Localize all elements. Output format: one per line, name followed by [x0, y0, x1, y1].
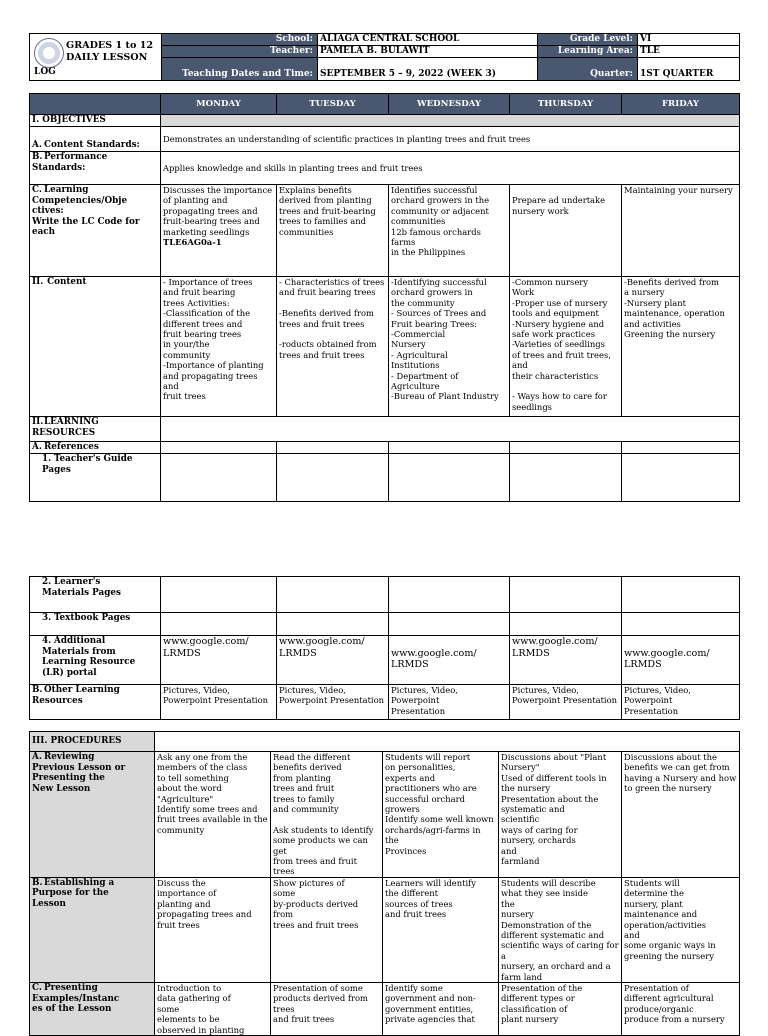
purpose-friday: Students will determine the nursery, plant maintenance and operation/activities and some organic ways in greening the nursery	[622, 877, 740, 982]
lc-code: TLE6AG0a-1	[163, 237, 222, 248]
references-text-label: References	[44, 442, 99, 452]
additional-materials-num: 4.	[42, 636, 52, 646]
performance-standards-label	[30, 152, 161, 185]
grade-level-label: Grade Level:	[538, 34, 638, 46]
content-standards-text-label: Content Standards:	[44, 140, 140, 151]
references-label	[30, 442, 161, 454]
objectives-title: OBJECTIVES	[42, 115, 106, 125]
learners-materials-friday	[622, 577, 740, 613]
day-header-blank	[30, 94, 161, 115]
learning-resources-label	[30, 417, 161, 442]
other-resources-text-label: Other Learning Resources	[32, 685, 120, 706]
school-value: ALIAGA CENTRAL SCHOOL	[318, 34, 538, 46]
other-resources-wednesday: Pictures, Video, Powerpoint Presentation	[389, 685, 510, 720]
competency-monday-text: Discusses the importance of planting and propagating trees and fruit-bearing trees and marketing seedlings	[163, 185, 273, 237]
header-table	[29, 33, 740, 81]
presenting-thursday: Presentation of the different types or classification of plant nursery	[499, 982, 622, 1035]
reviewing-label	[30, 752, 155, 878]
day-header-wednesday: WEDNESDAY	[389, 94, 510, 115]
teacher-value: PAMELA B. BULAWIT	[318, 46, 538, 58]
purpose-num: B.	[32, 877, 43, 888]
presenting-wednesday: Identify some government and non- government entities, private agencies that	[383, 982, 499, 1035]
teachers-guide-monday	[161, 454, 277, 502]
day-header-friday: FRIDAY	[622, 94, 740, 115]
learners-materials-monday	[161, 577, 277, 613]
other-resources-label	[30, 685, 161, 720]
textbook-pages-num: 3.	[42, 613, 52, 623]
performance-standards-text: Applies knowledge and skills in planting trees and fruit trees	[161, 152, 740, 185]
other-resources-thursday: Pictures, Video, Powerpoint Presentation	[510, 685, 622, 720]
objectives-heading-fill	[161, 115, 740, 127]
content-thursday: -Common nursery Work -Proper use of nursery tools and equipment -Nursery hygiene and safe work practices -Varieties of seedlings of trees and fruit trees, and their characteristics - Ways how to care for seedlings	[510, 277, 622, 417]
content-tuesday: - Characteristics of trees and fruit bearing trees -Benefits derived from trees and fruit trees -roducts obtained from trees and fruit trees	[277, 277, 389, 417]
learners-materials-label	[30, 577, 161, 613]
teachers-guide-wednesday	[389, 454, 510, 502]
learning-resources-text-label: LEARNING RESOURCES	[32, 417, 99, 438]
textbook-pages-label	[30, 613, 161, 636]
reviewing-friday: Discussions about the benefits we can get from having a Nursery and how to green the nursery	[622, 752, 740, 878]
reviewing-num: A.	[32, 752, 42, 762]
competencies-label	[30, 185, 161, 277]
resources-table	[29, 576, 740, 720]
competency-tuesday: Explains benefits derived from planting trees and fruit-bearing trees to families and communities	[277, 185, 389, 277]
content-standards-text: Demonstrates an understanding of scientific practices in planting trees and fruit trees	[161, 127, 740, 152]
teaching-dates-label: Teaching Dates and Time:	[162, 58, 318, 81]
day-header-tuesday: TUESDAY	[277, 94, 389, 115]
other-resources-friday: Pictures, Video, Powerpoint Presentation	[622, 685, 740, 720]
other-resources-tuesday: Pictures, Video, Powerpoint Presentation	[277, 685, 389, 720]
procedures-heading-fill	[155, 732, 740, 752]
content-monday: - Importance of trees and fruit bearing trees Activities: -Classification of the different trees and fruit bearing trees in your/the community -Importance of planting and propagating trees and fruit trees	[161, 277, 277, 417]
deped-logo-block	[30, 34, 162, 81]
purpose-wednesday: Learners will identify the different sources of trees and fruit trees	[383, 877, 499, 982]
teacher-label: Teacher:	[162, 46, 318, 58]
performance-num: B.	[32, 152, 43, 162]
content-text-label: Content	[47, 277, 87, 287]
day-header-monday: MONDAY	[161, 94, 277, 115]
competency-friday: Maintaining your nursery	[622, 185, 740, 277]
learning-resources-num: II.	[32, 417, 44, 427]
quarter-label: Quarter:	[538, 58, 638, 81]
content-friday: -Benefits derived from a nursery -Nursery plant maintenance, operation and activities Greening the nursery	[622, 277, 740, 417]
reviewing-text-label: Reviewing Previous Lesson or Presenting the New Lesson	[32, 752, 126, 794]
objectives-heading	[30, 115, 161, 127]
textbook-pages-wednesday	[389, 613, 510, 636]
dll-title: GRADES 1 to 12 DAILY LESSON	[66, 40, 154, 63]
deped-seal-icon	[34, 38, 64, 68]
purpose-thursday: Students will describe what they see inside the nursery Demonstration of the different systematic and scientific ways of caring for a nursery, an orchard and a farm land	[499, 877, 622, 982]
additional-materials-wednesday: www.google.com/ LRMDS	[389, 636, 510, 685]
content-standards-num: A.	[32, 140, 42, 151]
presenting-examples-label	[30, 982, 155, 1035]
purpose-tuesday: Show pictures of some by-products derived from trees and fruit trees	[271, 877, 383, 982]
additional-materials-thursday: www.google.com/ LRMDS	[510, 636, 622, 685]
purpose-label	[30, 877, 155, 982]
textbook-pages-monday	[161, 613, 277, 636]
learners-materials-num: 2.	[42, 577, 52, 587]
purpose-text-label: Establishing a Purpose for the Lesson	[32, 877, 115, 910]
additional-materials-label	[30, 636, 161, 685]
other-resources-monday: Pictures, Video, Powerpoint Presentation	[161, 685, 277, 720]
other-resources-num: B.	[32, 685, 43, 695]
content-label	[30, 277, 161, 417]
learning-resources-fill	[161, 417, 740, 442]
references-thursday	[510, 442, 622, 454]
teachers-guide-label	[30, 454, 161, 502]
learning-area-label: Learning Area:	[538, 46, 638, 58]
grade-level-value: VI	[638, 34, 740, 46]
dll-title-log: LOG	[34, 67, 56, 77]
teachers-guide-num: 1.	[42, 454, 52, 464]
presenting-friday: Presentation of different agricultural produce/organic produce from a nursery	[622, 982, 740, 1035]
procedures-table	[29, 731, 740, 1036]
learners-materials-thursday	[510, 577, 622, 613]
teachers-guide-text-label: Teacher's Guide Pages	[42, 454, 133, 475]
content-num: II.	[32, 277, 44, 287]
dll-main-table	[29, 93, 740, 502]
presenting-tuesday: Presentation of some products derived from trees and fruit trees	[271, 982, 383, 1035]
purpose-monday: Discuss the importance of planting and propagating trees and fruit trees	[155, 877, 271, 982]
additional-materials-monday: www.google.com/ LRMDS	[161, 636, 277, 685]
presenting-examples-text-label: Presenting Examples/Instanc es of the Lesson	[32, 982, 120, 1015]
learners-materials-text-label: Learner's Materials Pages	[42, 577, 121, 598]
reviewing-thursday: Discussions about "Plant Nursery" Used of different tools in the nursery Presentation about the systematic and scientific ways of caring for nursery, orchards and farmland	[499, 752, 622, 878]
content-standards-label	[30, 127, 161, 152]
textbook-pages-text-label: Textbook Pages	[54, 613, 131, 623]
textbook-pages-friday	[622, 613, 740, 636]
content-wednesday: -Identifying successful orchard growers in the community - Sources of Trees and Fruit bearing Trees: -Commercial Nursery - Agricultural Institutions - Department of Agriculture -Bureau of Plant Industry	[389, 277, 510, 417]
reviewing-tuesday: Read the different benefits derived from planting trees and fruit trees to family and community Ask students to identify some products we can get from trees and fruit trees	[271, 752, 383, 878]
additional-materials-tuesday: www.google.com/ LRMDS	[277, 636, 389, 685]
textbook-pages-thursday	[510, 613, 622, 636]
reviewing-monday: Ask any one from the members of the class to tell something about the word "Agriculture" Identify some trees and fruit trees available in the community	[155, 752, 271, 878]
school-label: School:	[162, 34, 318, 46]
additional-materials-text-label: Additional Materials from Learning Resource (LR) portal	[42, 636, 136, 678]
competency-monday	[161, 185, 277, 277]
competency-wednesday: Identifies successful orchard growers in the community or adjacent communities 12b famous orchards farms in the Philippines	[389, 185, 510, 277]
presenting-examples-num: C.	[32, 982, 42, 993]
references-monday	[161, 442, 277, 454]
additional-materials-friday: www.google.com/ LRMDS	[622, 636, 740, 685]
learners-materials-tuesday	[277, 577, 389, 613]
references-wednesday	[389, 442, 510, 454]
teachers-guide-thursday	[510, 454, 622, 502]
competencies-num: C.	[32, 185, 42, 195]
procedures-heading: III. PROCEDURES	[30, 732, 155, 752]
objectives-num: I.	[32, 115, 40, 125]
textbook-pages-tuesday	[277, 613, 389, 636]
learners-materials-wednesday	[389, 577, 510, 613]
reviewing-wednesday: Students will report on personalities, experts and practitioners who are successful orchard growers Identify some well known orchards/agri-farms in the Provinces	[383, 752, 499, 878]
references-friday	[622, 442, 740, 454]
performance-text-label: Performance Standards:	[32, 152, 108, 173]
teachers-guide-friday	[622, 454, 740, 502]
day-header-thursday: THURSDAY	[510, 94, 622, 115]
teachers-guide-tuesday	[277, 454, 389, 502]
competencies-text-label: Learning Competencies/Obje ctives: Write the LC Code for each	[32, 185, 140, 238]
references-tuesday	[277, 442, 389, 454]
learning-area-value: TLE	[638, 46, 740, 58]
references-num: A.	[32, 442, 42, 452]
competency-thursday: Prepare ad undertake nursery work	[510, 185, 622, 277]
presenting-monday: Introduction to data gathering of some elements to be observed in planting	[155, 982, 271, 1035]
quarter-value: 1ST QUARTER	[638, 58, 740, 81]
teaching-dates-value: SEPTEMBER 5 – 9, 2022 (WEEK 3)	[318, 58, 538, 81]
